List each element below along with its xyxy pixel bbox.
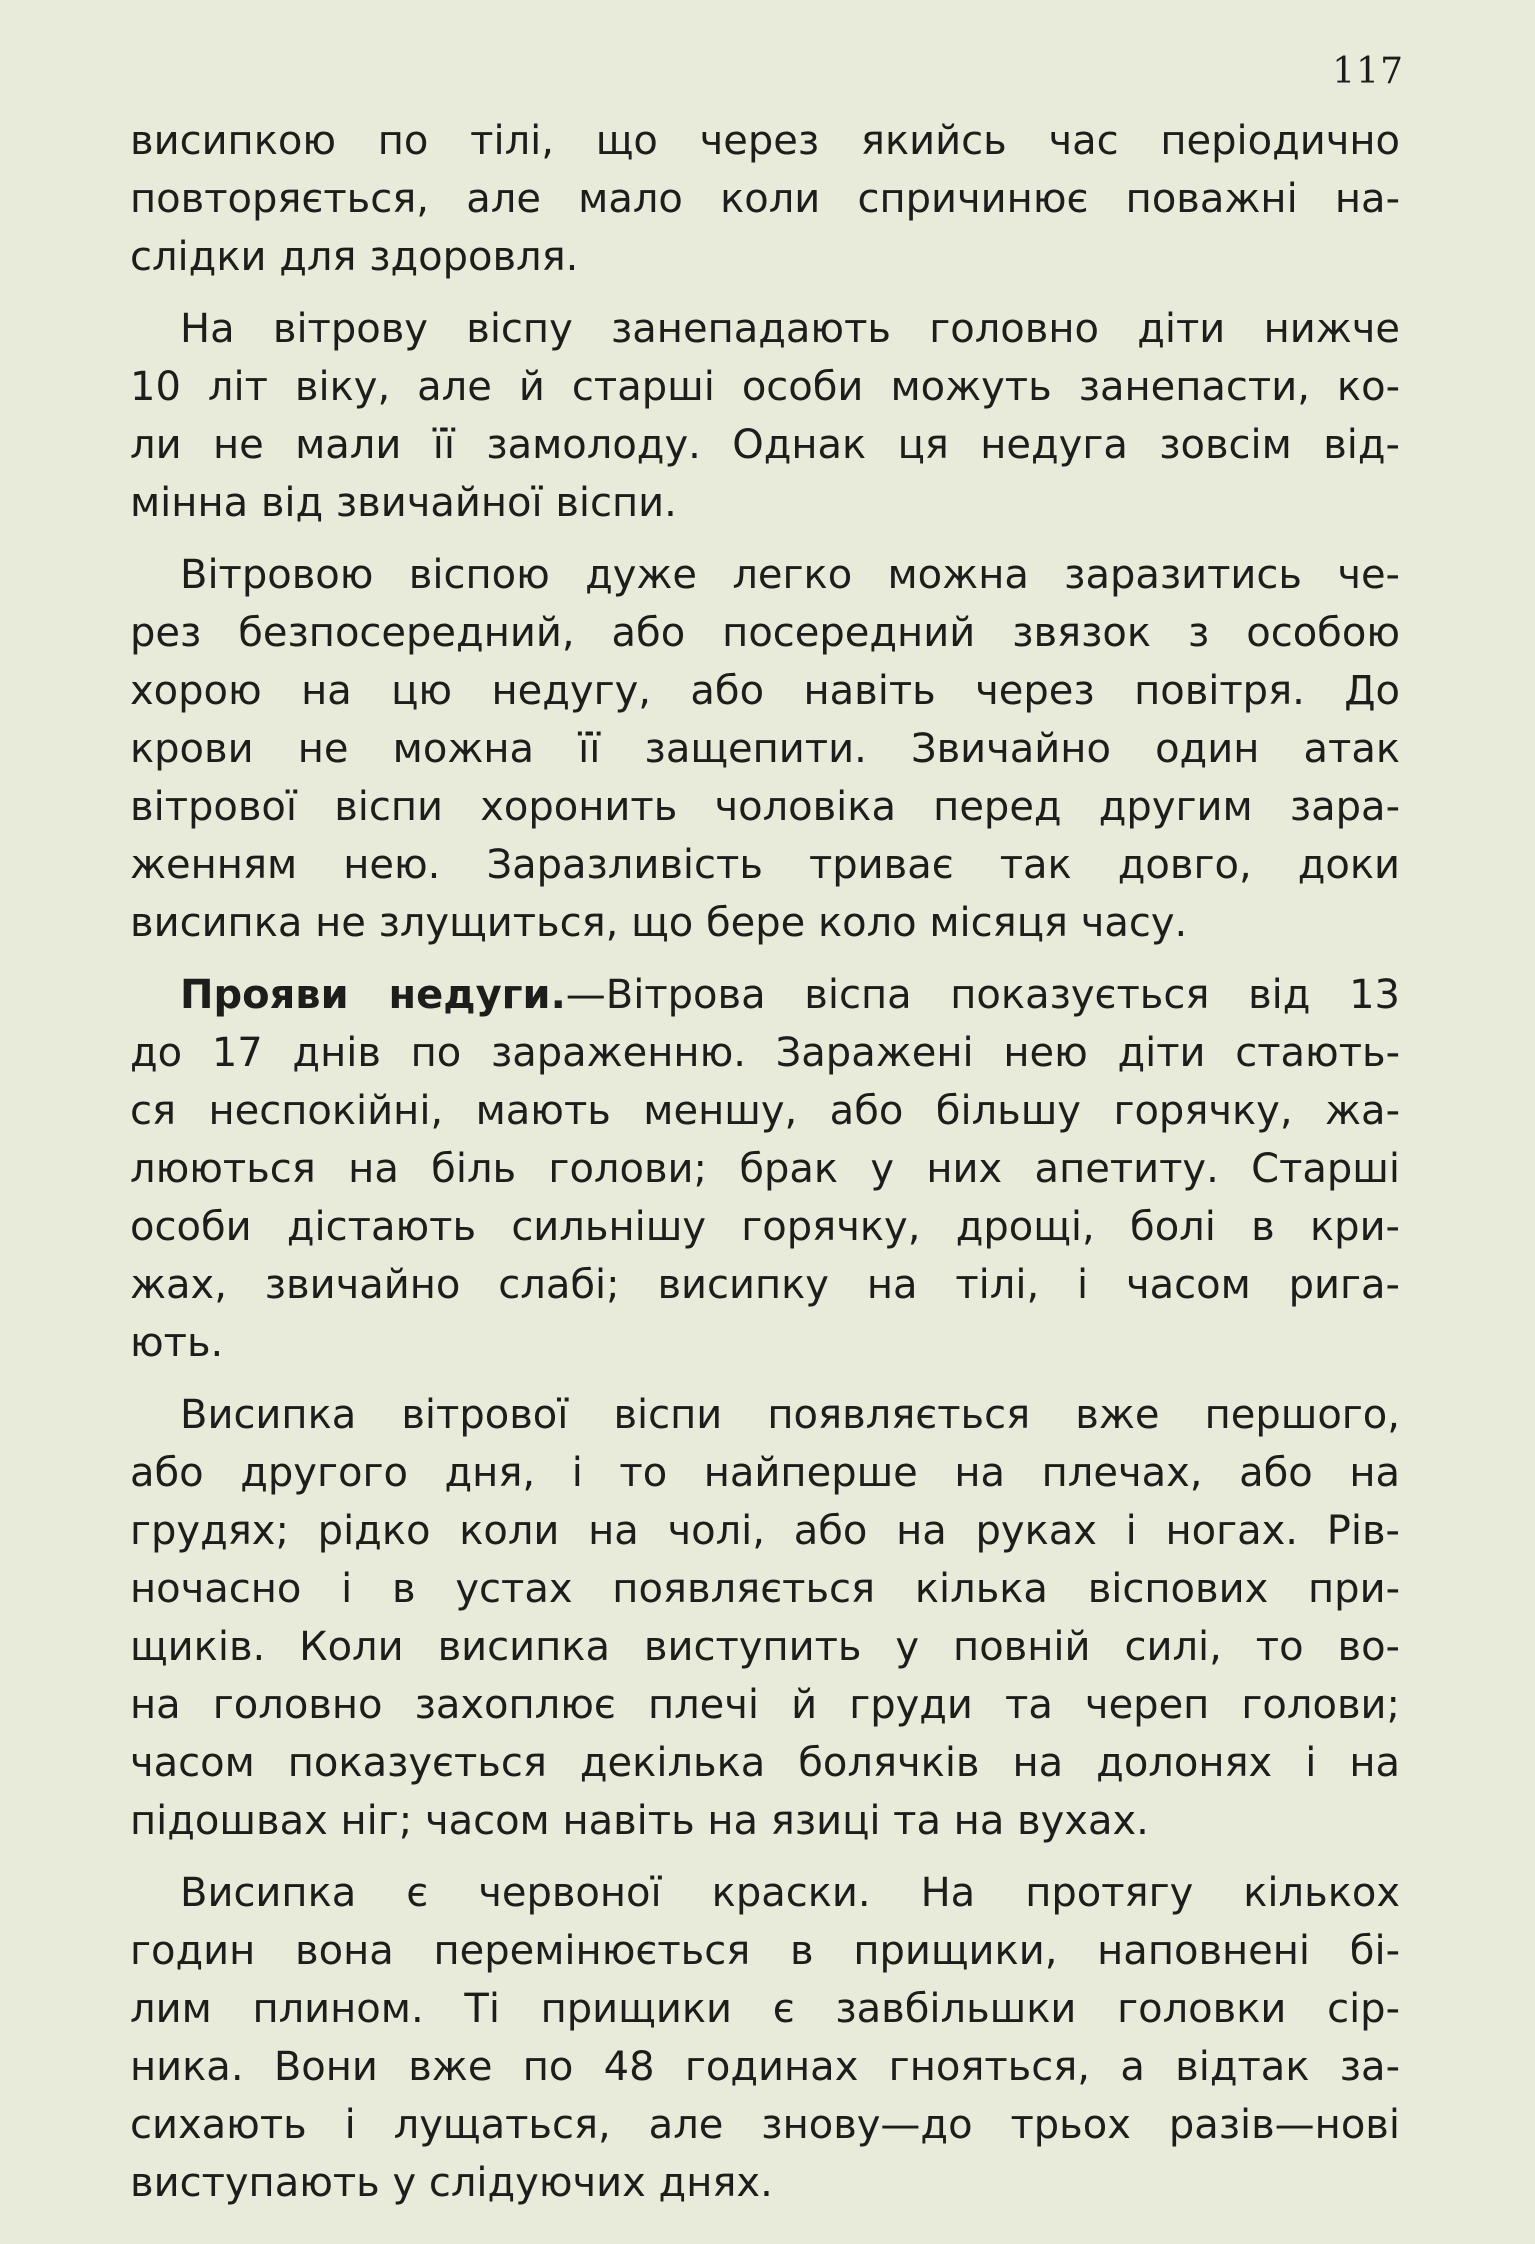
text-line: ли не мали її замолоду. Однак ця недуга зовсім від- <box>130 422 1400 468</box>
paragraph-4 <box>130 966 1400 1372</box>
text-line: ся неспокійні, мають меншу, або більшу горячку, жа- <box>130 1088 1400 1134</box>
text-line: Вітровою віспою дуже легко можна заразитись че- <box>180 552 1400 598</box>
paragraph-3 <box>130 546 1400 952</box>
text-line: слідки для здоровля. <box>130 234 579 280</box>
text-line: 10 літ віку, але й старші особи можуть занепасти, ко- <box>130 364 1400 410</box>
text-line: сихають і лущаться, але знову—до трьох разів—нові <box>130 2102 1400 2148</box>
text-line: Висипка є червоної краски. На протягу кількох <box>180 1870 1400 1916</box>
text-line: люються на біль голови; брак у них апетиту. Старші <box>130 1146 1400 1192</box>
text-line: хорою на цю недугу, або навіть через повітря. До <box>130 668 1400 714</box>
text-line: висипкою по тілі, що через якийсь час періодично <box>130 118 1400 164</box>
text-line: підошвах ніг; часом навіть на язиці та на вухах. <box>130 1798 1149 1844</box>
paragraph-1 <box>130 112 1400 286</box>
text-line: рез безпосередний, або посередний звязок з особою <box>130 610 1400 656</box>
text-line: виступають у слідуючих днях. <box>130 2160 773 2206</box>
text-line-rest: —Вітрова віспа показується від 13 <box>565 972 1400 1018</box>
text-line: годин вона перемінюється в прищики, наповнені бі- <box>130 1928 1400 1974</box>
text-line: до 17 днів по зараженню. Заражені нею діти стають- <box>130 1030 1400 1076</box>
text-line: часом показується декілька болячків на долонях і на <box>130 1740 1400 1786</box>
text-line: мінна від звичайної віспи. <box>130 480 677 526</box>
text-line <box>130 966 1400 1024</box>
text-line: грудях; рідко коли на чолі, або на руках і ногах. Рів- <box>130 1508 1400 1554</box>
text-line: ночасно і в устах появляється кілька віспових при- <box>130 1566 1400 1612</box>
text-line: щиків. Коли висипка виступить у повній силі, то во- <box>130 1624 1400 1670</box>
paragraph-5 <box>130 1386 1400 1850</box>
text-line: Висипка вітрової віспи появляється вже першого, <box>180 1392 1400 1438</box>
text-line: або другого дня, і то найперше на плечах, або на <box>130 1450 1400 1496</box>
body-text <box>130 112 1400 2226</box>
text-line: особи дістають сильнішу горячку, дрощі, болі в кри- <box>130 1204 1400 1250</box>
page-number: 117 <box>1332 51 1404 92</box>
text-line: повторяється, але мало коли спричинює поважні на- <box>130 176 1400 222</box>
paragraph-2 <box>130 300 1400 532</box>
text-line: висипка не злущиться, що бере коло місяця часу. <box>130 900 1188 946</box>
text-line: ника. Вони вже по 48 годинах гнояться, а відтак за- <box>130 2044 1400 2090</box>
text-line: на головно захоплює плечі й груди та череп голови; <box>130 1682 1400 1728</box>
text-line: ють. <box>130 1320 224 1366</box>
text-line: лим плином. Ті прищики є завбільшки головки сір- <box>130 1986 1400 2032</box>
section-heading: Прояви недуги. <box>180 972 566 1018</box>
text-line: На вітрову віспу занепадають головно діти нижче <box>180 306 1400 352</box>
text-line: жах, звичайно слабі; висипку на тілі, і часом рига- <box>130 1262 1400 1308</box>
text-line: женням нею. Заразливість триває так довго, доки <box>130 842 1400 888</box>
text-line: вітрової віспи хоронить чоловіка перед другим зара- <box>130 784 1400 830</box>
paragraph-6 <box>130 1864 1400 2212</box>
text-line: крови не можна її защепити. Звичайно один атак <box>130 726 1400 772</box>
